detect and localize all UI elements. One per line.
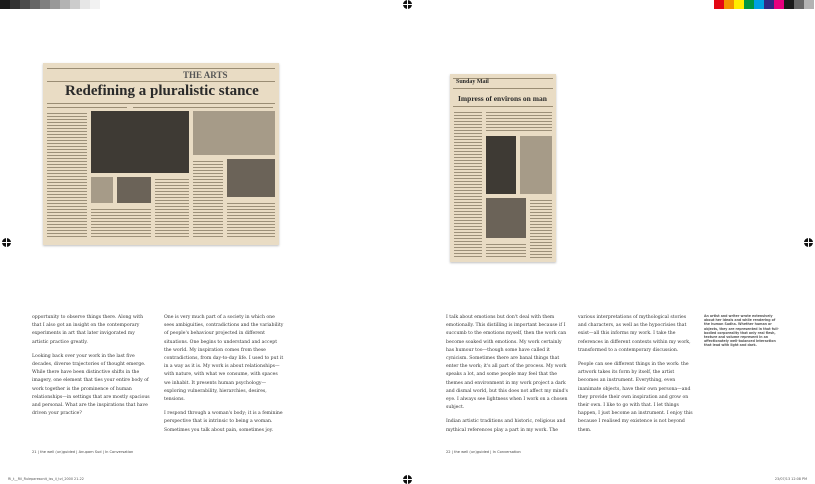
left-page-column-1 [32,314,150,424]
print-slug-left: Ri_t__Ril_Ruleparesonit_iss_ii_tvl_2000 21-22 [8,477,84,481]
color-swatch [10,0,20,9]
color-swatch [30,0,40,9]
clipping-photo-top-right [193,111,275,155]
paragraph: Looking back over your work in the last five decades, diverse trajectories of thought emerge. While there have been distinctive shifts in the imagery, one element that ties your entire body of work together is the prominence of human relationships—in settings that are mostly spacious and personal. What are the inspirations that have driven your practice? [32,353,150,417]
paragraph: People can see different things in the work: the artwork takes its form by itself, the artist becomes an instrument. Everything, even inanimate objects, have their own persona—and they provide their own inspiration and grow on their own. I like to go with that. I let things happen, I just become an instrument. I enjoy this because I realised my existence is not beyond them. [578,362,693,433]
paragraph: I respond through a woman's body; it is a feminine perspective that is intrinsic to being a woman. Sometimes you talk about pain, sometimes joy. [164,411,283,433]
color-swatch [40,0,50,9]
left-page-column-2 [164,314,284,441]
color-swatch [744,0,754,9]
registration-mark-top [403,0,412,9]
right-page-footer: 22 | the well (un)guided | In Conversation [446,450,521,454]
paragraph: One is very much part of a society in which one sees ambiguities, contradictions and the variability of people's behaviour projected in different situations. One begins to understand and accept the world. My inspiration comes from these contradictions, from day-to-day life. I used to put it in a way as it is. My work is about relationships—with nature, with what we consume, with spaces we inhabit. It presents human psychology—exploring vulnerability, hierarchies, desires, tensions. [164,315,284,403]
registration-mark-left [2,238,11,247]
color-swatch [804,0,814,9]
left-page-footer: 21 | the well (un)guided | Anupam Sud | In Conversation [32,450,134,454]
color-swatch [60,0,70,9]
registration-mark-right [804,238,813,247]
color-swatch [724,0,734,9]
clipping-headline-right: Impress of environs on man [458,94,547,103]
paragraph: opportunity to observe things there. Along with that I also got an insight on the contemporary experiments in art that later invigorated my artistic practice greatly. [32,315,144,345]
color-swatch [774,0,784,9]
clipping-section-label: THE ARTS [183,70,228,80]
color-swatch [734,0,744,9]
right-page-column-2 [578,314,696,441]
color-swatch [784,0,794,9]
newspaper-clipping-right [450,74,556,262]
clipping-photo-mask-1 [91,177,113,203]
clipping-masthead: Sunday Mail [456,79,489,85]
right-page-sidenote: An artist and writer wrote extensively about her ideals and while rendering of the human Sudha. Whether human or objects, they are represented in that full-bodied corporeality that only real flesh, texture and volume represent in an affectionately well-balanced interaction that lead with light and dark. [704,314,779,348]
color-swatch [0,0,10,9]
color-swatch [764,0,774,9]
registration-mark-bottom [403,475,412,484]
color-swatch [20,0,30,9]
clipping-headline: Redefining a pluralistic stance [65,83,259,99]
color-swatch [80,0,90,9]
color-bar-right [714,0,814,9]
paragraph: various interpretations of mythological stories and characters, as well as the hypocrisies that exist—all this informs my work. I take the references in different contexts within my work, transformed to a contemporary discussion. [578,315,691,353]
paragraph: Indian artistic traditions and historic, religious and mythical references play a part in my work. The [446,419,566,433]
clipping-photo-portrait [227,159,275,197]
color-swatch [90,0,100,9]
clipping-photo-main [91,111,189,173]
paragraph: I talk about emotions but don't deal with them emotionally. This distilling is important because if I succumb to the emotions myself, then the work can become soaked with emotions. My work certainly has humour too—though some have called it cynicism. Sometimes there are banal things that enter the work; it's all part of the process. My work speaks a lot, and some people may feel that the themes and environment in my work project a dark and dismal world, but this does not affect my mind's eye. I always see lightness when I work on a chosen subject. [446,315,569,411]
clipping-photo-mask-2 [117,177,151,203]
right-page-column-1 [446,314,570,441]
print-slug-right: 23/07/13 12:08 PM [774,477,807,481]
clipping-photo-figure-1 [486,136,516,194]
color-bar-left [0,0,100,9]
color-swatch [714,0,724,9]
newspaper-clipping-left [43,63,279,245]
clipping-photo-figure-3 [486,198,526,238]
color-swatch [50,0,60,9]
color-swatch [754,0,764,9]
clipping-photo-figure-2 [520,136,552,194]
color-swatch [70,0,80,9]
color-swatch [794,0,804,9]
